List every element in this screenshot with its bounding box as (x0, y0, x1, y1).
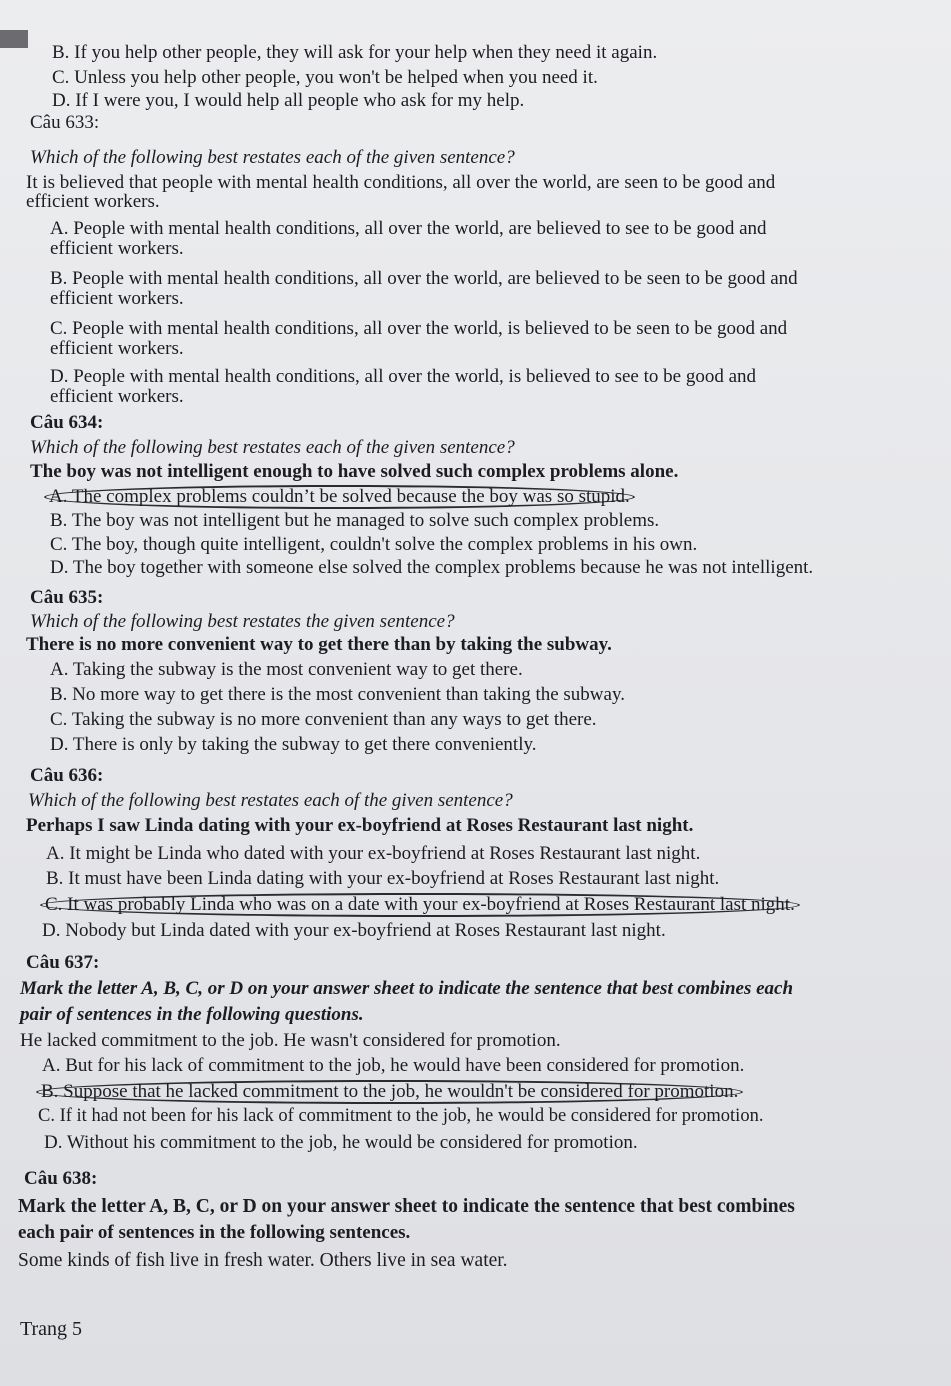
question-637-stem: He lacked commitment to the job. He wasn't considered for promotion. (20, 1030, 561, 1051)
question-633-number: Câu 633: (30, 112, 100, 133)
option-d-635: D. There is only by taking the subway to get there conveniently. (50, 734, 537, 755)
option-c-633-line1: C. People with mental health conditions, all over the world, is believed to be seen to be good and (50, 318, 788, 339)
option-d-634: D. The boy together with someone else solved the complex problems because he was not intelligent. (50, 557, 814, 578)
question-637-instruction-line2: pair of sentences in the following questions. (20, 1004, 364, 1025)
answer-circle-a-634: A. The complex problems couldn’t be solved because the boy was so stupid. (44, 485, 635, 509)
question-638-instruction-line1: Mark the letter A, B, C, or D on your answer sheet to indicate the sentence that best combines (18, 1196, 795, 1217)
option-d-633-line2: efficient workers. (50, 386, 184, 407)
option-c-637: C. If it had not been for his lack of commitment to the job, he would be considered for promotion. (38, 1106, 764, 1126)
option-a-633-line2: efficient workers. (50, 238, 184, 259)
option-b-633-line2: efficient workers. (50, 288, 184, 309)
option-a-636: A. It might be Linda who dated with your ex-boyfriend at Roses Restaurant last night. (46, 843, 701, 864)
answer-circle-c-636: C. It was probably Linda who was on a date with your ex-boyfriend at Roses Restaurant last night. (40, 893, 800, 917)
option-c-633-line2: efficient workers. (50, 338, 184, 359)
option-a-634-circled (50, 485, 635, 509)
option-b-636: B. It must have been Linda dating with your ex-boyfriend at Roses Restaurant last night. (46, 868, 720, 889)
option-d-636: D. Nobody but Linda dated with your ex-boyfriend at Roses Restaurant last night. (42, 920, 666, 941)
question-638-number: Câu 638: (24, 1168, 98, 1189)
option-d-633-line1: D. People with mental health conditions, all over the world, is believed to see to be good and (50, 366, 757, 387)
question-633-stem-line2: efficient workers. (26, 191, 160, 212)
option-d-632: D. If I were you, I would help all people who ask for my help. (52, 90, 525, 111)
question-635-instruction: Which of the following best restates the given sentence? (30, 611, 455, 632)
question-637-number: Câu 637: (26, 952, 100, 973)
question-636-instruction: Which of the following best restates each of the given sentence? (28, 790, 513, 811)
option-b-634: B. The boy was not intelligent but he managed to solve such complex problems. (50, 510, 660, 531)
question-636-stem: Perhaps I saw Linda dating with your ex-boyfriend at Roses Restaurant last night. (26, 815, 694, 836)
option-c-632: C. Unless you help other people, you won't be helped when you need it. (52, 67, 598, 88)
question-637-instruction-line1: Mark the letter A, B, C, or D on your answer sheet to indicate the sentence that best combines each (20, 978, 794, 999)
option-b-637-circled (42, 1080, 743, 1104)
option-b-632: B. If you help other people, they will ask for your help when they need it again. (52, 42, 658, 63)
question-638-stem: Some kinds of fish live in fresh water. Others live in sea water. (18, 1250, 508, 1271)
question-633-stem-line1: It is believed that people with mental health conditions, all over the world, are seen to be good and (26, 172, 776, 193)
question-635-stem: There is no more convenient way to get there than by taking the subway. (26, 634, 612, 655)
question-635-number: Câu 635: (30, 587, 104, 608)
page-corner-shadow (0, 30, 28, 48)
answer-circle-b-637: B. Suppose that he lacked commitment to the job, he wouldn't be considered for promotion. (36, 1080, 743, 1104)
question-633-instruction: Which of the following best restates each of the given sentence? (30, 147, 515, 168)
page-footer: Trang 5 (20, 1318, 83, 1340)
question-638-instruction-line2: each pair of sentences in the following sentences. (18, 1222, 411, 1243)
option-a-637: A. But for his lack of commitment to the job, he would have been considered for promotion. (42, 1055, 745, 1076)
question-636-number: Câu 636: (30, 765, 104, 786)
option-b-633-line1: B. People with mental health conditions, all over the world, are believed to be seen to be good and (50, 268, 798, 289)
question-634-number: Câu 634: (30, 412, 104, 433)
option-a-633-line1: A. People with mental health conditions, all over the world, are believed to see to be good and (50, 218, 767, 239)
option-c-634: C. The boy, though quite intelligent, couldn't solve the complex problems in his own. (50, 534, 698, 555)
option-b-635: B. No more way to get there is the most convenient than taking the subway. (50, 684, 625, 705)
option-c-636-circled (46, 893, 800, 917)
option-c-635: C. Taking the subway is no more convenient than any ways to get there. (50, 709, 597, 730)
option-a-635: A. Taking the subway is the most convenient way to get there. (50, 659, 523, 680)
option-d-637: D. Without his commitment to the job, he would be considered for promotion. (44, 1132, 638, 1153)
question-634-stem: The boy was not intelligent enough to have solved such complex problems alone. (30, 461, 679, 482)
question-634-instruction: Which of the following best restates each of the given sentence? (30, 437, 515, 458)
